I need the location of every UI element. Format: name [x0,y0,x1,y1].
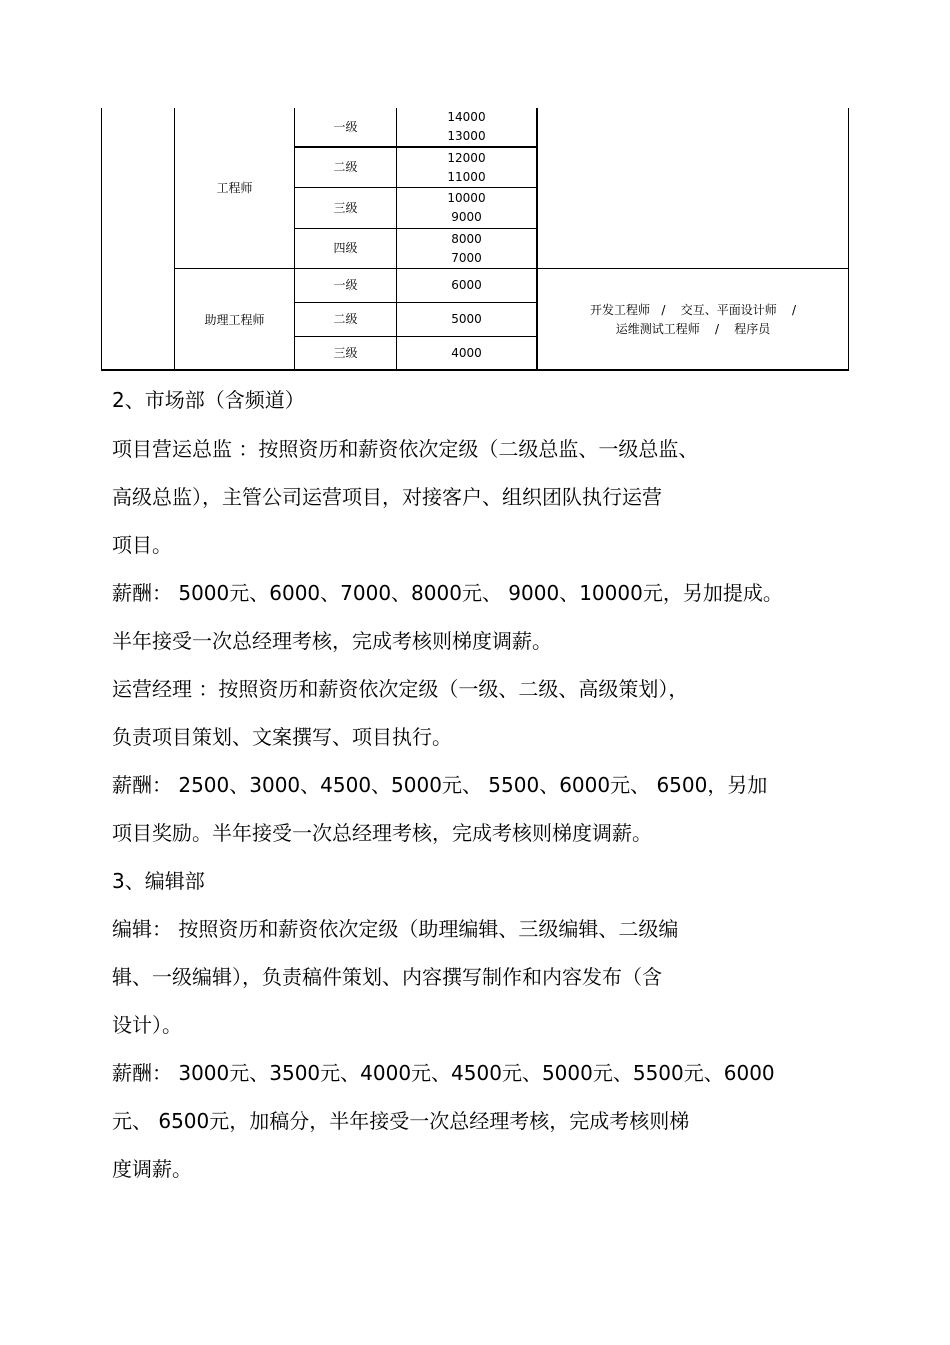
salary-cell [397,108,536,146]
section-heading-marketing: 2、市场部（含频道） [112,388,305,412]
level-cell: 四级 [333,241,358,255]
body-paragraph: 编辑： 按照资历和薪资依次定级（助理编辑、三级编辑、二级编 [112,917,679,941]
section-heading-editorial: 3、编辑部 [112,869,205,893]
salary-value: 9000 [451,210,482,224]
group-title-engineer: 工程师 [216,180,253,195]
body-paragraph: 项目营运总监 ：按照资历和薪资依次定级（二级总监、一级总监、 [112,437,699,461]
level-cell: 二级 [333,312,358,326]
body-paragraph: 负责项目策划、文案撰写、项目执行。 [112,725,452,749]
level-cell: 一级 [333,119,358,134]
body-paragraph: 薪酬： 5000元、6000、7000、8000元、 9000、10000元，另加提成。 [112,581,783,605]
salary-value: 8000 [451,231,482,246]
body-paragraph: 度调薪。 [112,1157,192,1181]
salary-value: 7000 [451,250,482,265]
salary-table [101,108,849,371]
body-paragraph: 辑、一级编辑），负责稿件策划、内容撰写制作和内容发布（含 [112,965,662,989]
body-paragraph: 薪酬： 3000元、3500元、4000元、4500元、5000元、5500元、6000 [112,1061,775,1085]
body-paragraph: 薪酬： 2500、3000、4500、5000元、 5500、6000元、 6500，另加 [112,773,768,797]
salary-cell [397,188,536,228]
body-paragraph: 项目。 [112,533,172,557]
salary-cell [397,229,536,268]
role-note-line: 运维测试工程师 / 程序员 [615,322,771,336]
salary-value: 11000 [447,169,486,184]
body-paragraph: 元、 6500元，加稿分，半年接受一次总经理考核，完成考核则梯 [112,1109,690,1133]
group-title-assistant-engineer: 助理工程师 [204,312,265,327]
level-cell: 三级 [333,346,358,360]
body-paragraph: 设计）。 [112,1013,182,1037]
body-paragraph: 项目奖励。半年接受一次总经理考核，完成考核则梯度调薪。 [112,821,652,845]
role-note-cell [538,269,848,371]
salary-value: 10000 [447,191,486,205]
salary-cell: 6000 [451,278,482,292]
body-paragraph: 半年接受一次总经理考核，完成考核则梯度调薪。 [112,629,552,653]
salary-cell [397,148,536,187]
salary-value: 14000 [447,110,486,124]
level-cell: 二级 [333,160,358,174]
level-cell: 三级 [333,200,358,215]
role-note-line: 开发工程师 / 交互、平面设计师 / [589,303,797,317]
salary-cell: 4000 [451,346,482,360]
level-cell: 一级 [333,278,358,292]
body-paragraph: 运营经理 ：按照资历和薪资依次定级（一级、二级、高级策划）， [112,677,689,701]
salary-value: 12000 [447,150,486,165]
salary-value: 13000 [447,129,486,143]
body-paragraph: 高级总监），主管公司运营项目，对接客户、组织团队执行运营 [112,485,662,509]
salary-cell: 5000 [451,312,482,326]
